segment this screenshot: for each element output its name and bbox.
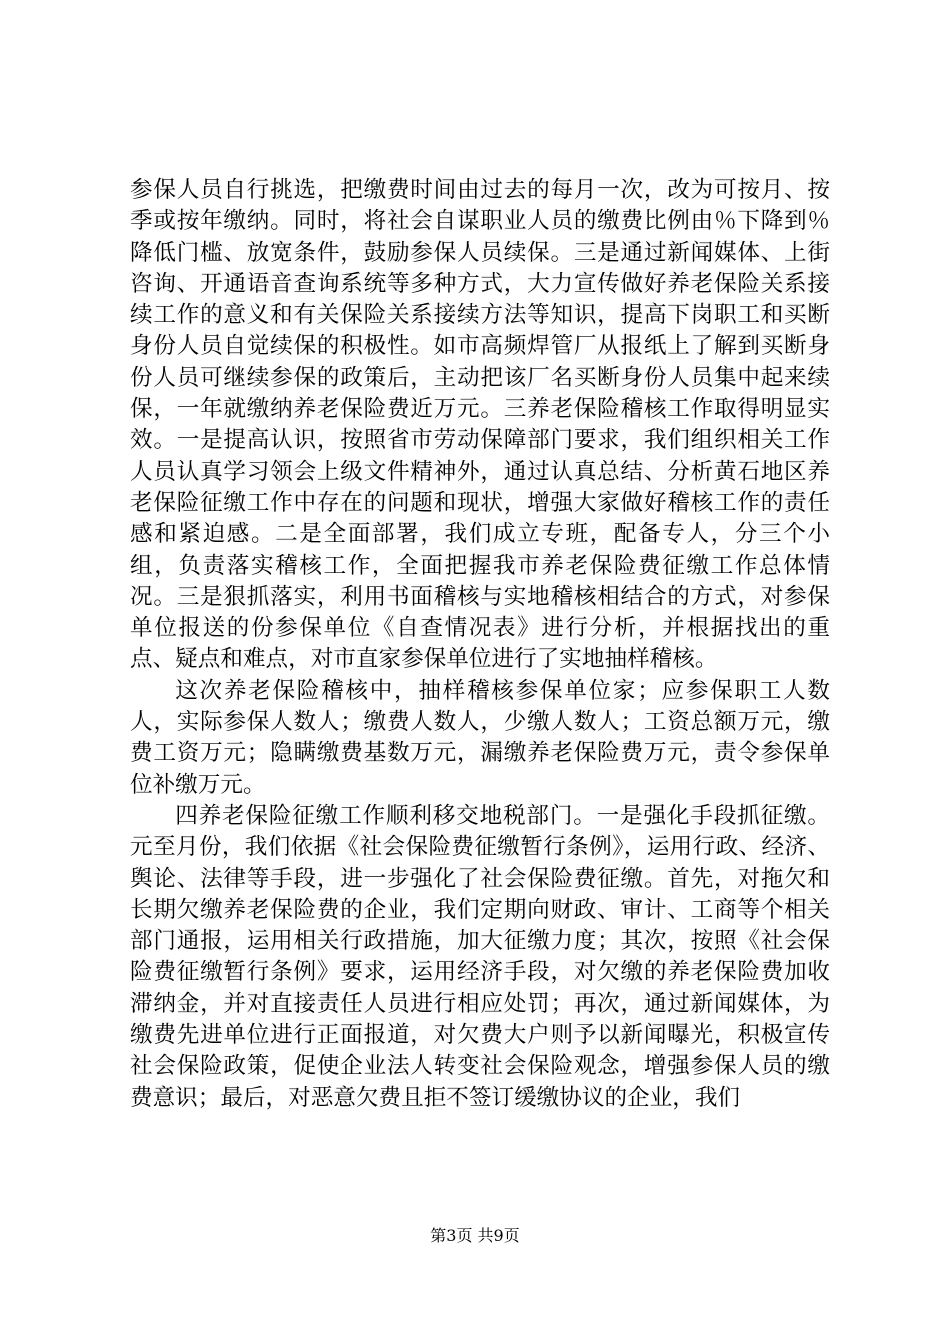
paragraph-tax-transfer: 四养老保险征缴工作顺利移交地税部门。一是强化手段抓征缴。元至月份，我们依据《社会保险费征缴暂行条例》，运用行政、经济、舆论、法律等手段，进一步强化了社会保险费征缴。首先，对拖欠和长期欠缴养老保险费的企业，我们定期向财政、审计、工商等个相关部门通报，运用相关行政措施，加大征缴力度；其次，按照《社会保险费征缴暂行条例》要求，运用经济手段，对欠缴的养老保险费加收滞纳金，并对直接责任人员进行相应处罚；再次，通过新闻媒体，为缴费先进单位进行正面报道，对欠费大户则予以新闻曝光，积极宣传社会保险政策，促使企业法人转变社会保险观念，增强参保人员的缴费意识；最后，对恶意欠费且拒不签订缓缴协议的企业，我们 [130,802,830,1111]
paragraph-audit-results: 这次养老保险稽核中，抽样稽核参保单位家；应参保职工人数人，实际参保人数人；缴费人数人，少缴人数人；工资总额万元，缴费工资万元；隐瞒缴费基数万元，漏缴养老保险费万元，责令参保单位补缴万元。 [130,677,830,798]
paragraph-continued: 参保人员自行挑选，把缴费时间由过去的每月一次，改为可按月、按季或按年缴纳。同时，将社会自谋职业人员的缴费比例由％下降到％降低门槛、放宽条件，鼓励参保人员续保。三是通过新闻媒体、上街咨询、开通语音查询系统等多种方式，大力宣传做好养老保险关系接续工作的意义和有关保险关系接续方法等知识，提高下岗职工和买断身份人员自觉续保的积极性。如市高频焊管厂从报纸上了解到买断身份人员可继续参保的政策后，主动把该厂名买断身份人员集中起来续保，一年就缴纳养老保险费近万元。三养老保险稽核工作取得明显实效。一是提高认识，按照省市劳动保障部门要求，我们组织相关工作人员认真学习领会上级文件精神外，通过认真总结、分析黄石地区养老保险征缴工作中存在的问题和现状，增强大家做好稽核工作的责任感和紧迫感。二是全面部署，我们成立专班，配备专人，分三个小组，负责落实稽核工作，全面把握我市养老保险费征缴工作总体情况。三是狠抓落实，利用书面稽核与实地稽核相结合的方式，对参保单位报送的份参保单位《自查情况表》进行分析，并根据找出的重点、疑点和难点，对市直家参保单位进行了实地抽样稽核。 [130,177,830,673]
page-number-footer: 第3页 共9页 [430,1226,520,1245]
document-body [130,175,830,1114]
